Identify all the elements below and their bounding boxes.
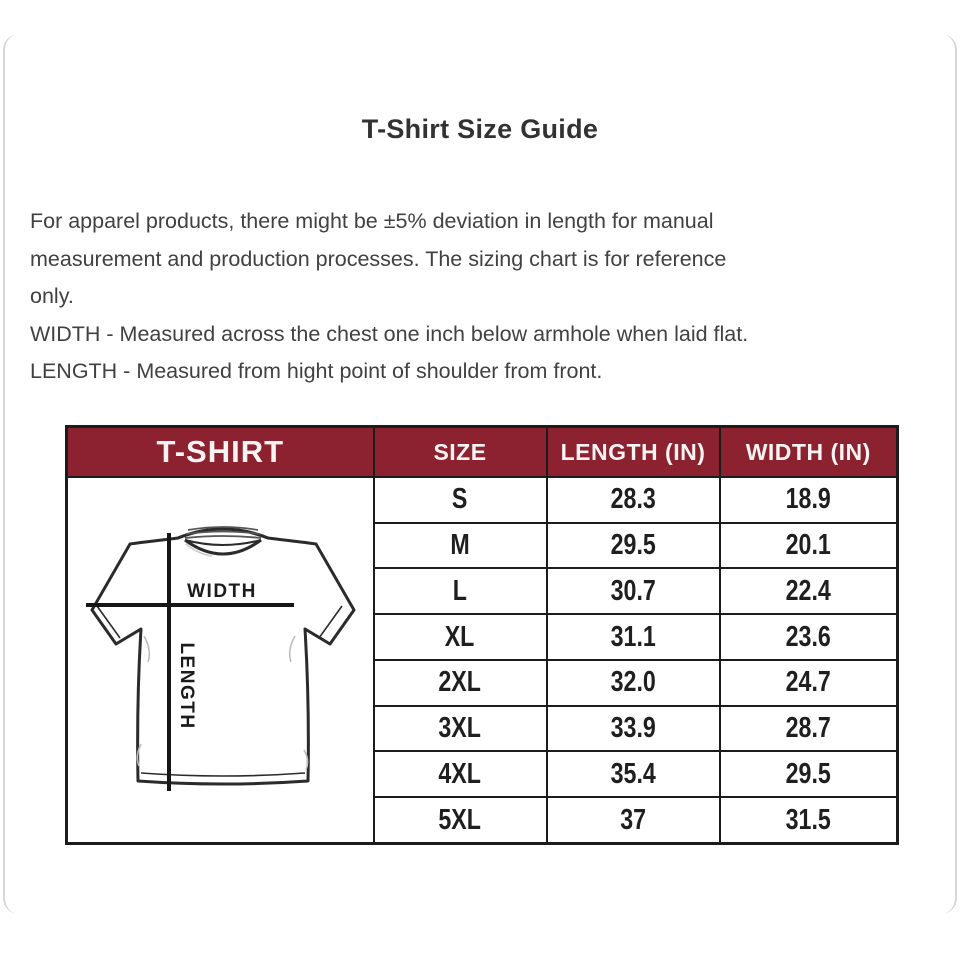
header-row [67,427,898,478]
size-cell: M [374,523,547,569]
length-cell: 28.3 [547,477,720,523]
length-cell: 29.5 [547,523,720,569]
col-header-size: SIZE [374,427,547,478]
width-note: WIDTH - Measured across the chest one inch below armhole when laid flat. [30,321,749,346]
width-measure-label: WIDTH [187,581,257,602]
length-cell: 37 [547,797,720,843]
col-header-length: LENGTH (IN) [547,427,720,478]
length-cell: 32.0 [547,660,720,706]
length-cell: 31.1 [547,614,720,660]
width-cell: 29.5 [720,751,898,797]
length-cell: 30.7 [547,568,720,614]
table-row-s [67,477,898,523]
size-cell: L [374,568,547,614]
width-cell: 24.7 [720,660,898,706]
size-cell: XL [374,614,547,660]
size-cell: 3XL [374,706,547,752]
length-note: LENGTH - Measured from hight point of shoulder from front. [30,359,603,384]
width-cell: 20.1 [720,523,898,569]
intro-line-2: measurement and production processes. The sizing chart is for reference [30,246,727,271]
tshirt-outline [92,529,354,784]
tshirt-illustration-cell [67,477,374,844]
width-cell: 31.5 [720,797,898,843]
product-header-cell: T-SHIRT [67,427,374,478]
size-cell: 5XL [374,797,547,843]
width-cell: 23.6 [720,614,898,660]
intro-line-1: For apparel products, there might be ±5% deviation in length for manual [30,209,714,233]
notes-block [30,203,940,391]
tshirt-diagram [68,478,371,842]
page-title: T-Shirt Size Guide [361,114,599,144]
size-cell: 2XL [374,660,547,706]
width-cell: 18.9 [720,477,898,523]
length-cell: 33.9 [547,706,720,752]
width-cell: 28.7 [720,706,898,752]
size-chart-table [65,425,899,845]
width-cell: 22.4 [720,568,898,614]
length-cell: 35.4 [547,751,720,797]
intro-line-3: only. [30,284,74,309]
col-header-width: WIDTH (IN) [720,427,898,478]
length-measure-label: LENGTH [176,642,197,730]
size-cell: S [374,477,547,523]
size-cell: 4XL [374,751,547,797]
